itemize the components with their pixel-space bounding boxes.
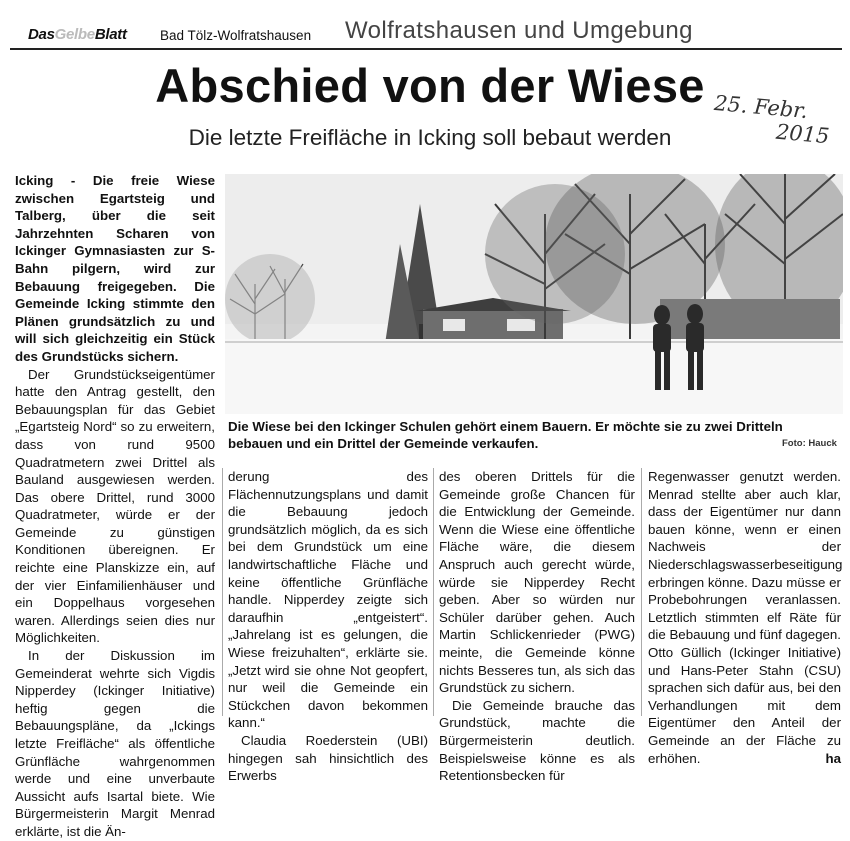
article-paragraph: derung des Flächennutzungsplans und damit die Bebauung jedoch grundsätzlich möglich, da es sich bei dem Grundstück um eine landwirtschaftliche Fläche und keine öffentliche Grünfläche handle. Nipperdey zeigte sich daraufhin „entgeistert“. „Jahrelang ist es gelungen, die Wiese freizuhalten“, erklärte sie. „Jetzt wird sie ohne Not geopfert, nur weil die Gemeinde ein Stückchen davon bekommen kann.“ xyxy=(228,469,428,731)
article-paragraph-text: Regenwasser genutzt werden. Menrad stellte aber auch klar, dass der Eigentümer nur dann bauen könne, wenn er einen Nachweis der Niederschlagswasserbeseitigung erbringen könne. Dazu müsse er Probebohrungen veranlassen. Letztlich stimmten elf Räte für die Bebauung und fünf dagegen. Otto Güllich (Ickinger Initiative) und Hans-Peter Stahn (CSU) sprachen sich dafür aus, bei den Verhandlungen mit dem Eigentümer den Anteil der Gemeinde an der Fläche zu erhöhen. xyxy=(648,469,843,766)
masthead-bar xyxy=(10,18,842,50)
article-column-3 xyxy=(439,468,635,785)
article-subheadline: Die letzte Freifläche in Icking soll bebaut werden xyxy=(188,125,672,150)
photo-credit: Foto: Hauck xyxy=(782,438,837,449)
article-lead: Icking - Die freie Wiese zwischen Egartsteig und Talberg, über die seit Jahrzehnten Scharen von Ickinger Gymnasiasten zur S-Bahn pilgern, wird zur Bebauung freigegeben. Die Gemeinde Icking stimmte den Plänen grundsätzlich zu und will sich gleichzeitig ein Stück des Grundstücks sichern. xyxy=(15,173,215,364)
article-paragraph xyxy=(648,468,841,767)
article-paragraph: Der Grundstückseigentümer hatte den Antrag gestellt, den Bebauungsplan für das Gebiet „Egartsteig Nord“ so zu erweitern, dass von rund 9500 Quadratmetern zwei Drittel als Bauland ausgewiesen werden. Das obere Drittel, rund 3000 Quadratmeter, würde er der Gemeinde zu günstigen Konditionen übereignen. Er reichte eine Planskizze ein, auf der vier Einfamilienhäuser und ein Doppelhaus vorgesehen waren. Allerdings seien dies nur Möglichkeiten. xyxy=(15,366,215,646)
article-photo xyxy=(225,174,843,414)
handwritten-year: 2015 xyxy=(775,119,831,149)
handwritten-date: 25. Febr. xyxy=(713,90,809,124)
column-divider xyxy=(222,468,223,716)
article-column-1 xyxy=(15,172,215,841)
article-headline: Abschied von der Wiese xyxy=(155,59,705,112)
article-paragraph: In der Diskussion im Gemeinderat wehrte sich Vigdis Nipperdey (Ickinger Initiative) heftig gegen die Bebauungspläne, da „Ickings letzte Freifläche“ als öffentliche Grünfläche wahrgenommen werde und eine unverbaute Aussicht aufs Isartal biete. Wie Bürgermeisterin Margit Menrad erklärte, ist die Än- xyxy=(15,648,215,839)
section-title: Wolfratshausen und Umgebung xyxy=(345,17,693,44)
author-signature: ha xyxy=(825,750,841,766)
article-paragraph: Claudia Roederstein (UBI) hingegen sah hinsichtlich des Erwerbs xyxy=(228,732,428,784)
region-label: Bad Tölz-Wolfratshausen xyxy=(160,28,312,43)
article-paragraph: des oberen Drittels für die Gemeinde große Chancen für die Entwicklung der Gemeinde. Wenn die Wiese eine öffentliche Fläche wäre, die diesem Anspruch auch gerecht würde, würde sie Nipperdey Recht geben. Aber so würden nur Schüler darüber gehen. Auch Martin Schlickenrieder (PWG) meinte, die Gemeinde könne nichts Besseres tun, als sich das Grundstück zu sichern. xyxy=(439,469,635,696)
article-paragraph: Die Gemeinde brauche das Grundstück, machte die Bürgermeisterin deutlich. Beispielsweise könne es als Retentionsbecken für xyxy=(439,697,635,784)
article-column-4 xyxy=(648,468,841,767)
newspaper-logo: DasGelbeBlatt xyxy=(28,26,127,43)
column-divider xyxy=(433,468,434,716)
article-column-2 xyxy=(228,468,428,785)
column-divider xyxy=(641,468,642,716)
photo-caption: Die Wiese bei den Ickinger Schulen gehört einem Bauern. Er möchte sie zu zwei Dritteln bebauen und ein Drittel der Gemeinde verkaufen. xyxy=(228,419,783,451)
